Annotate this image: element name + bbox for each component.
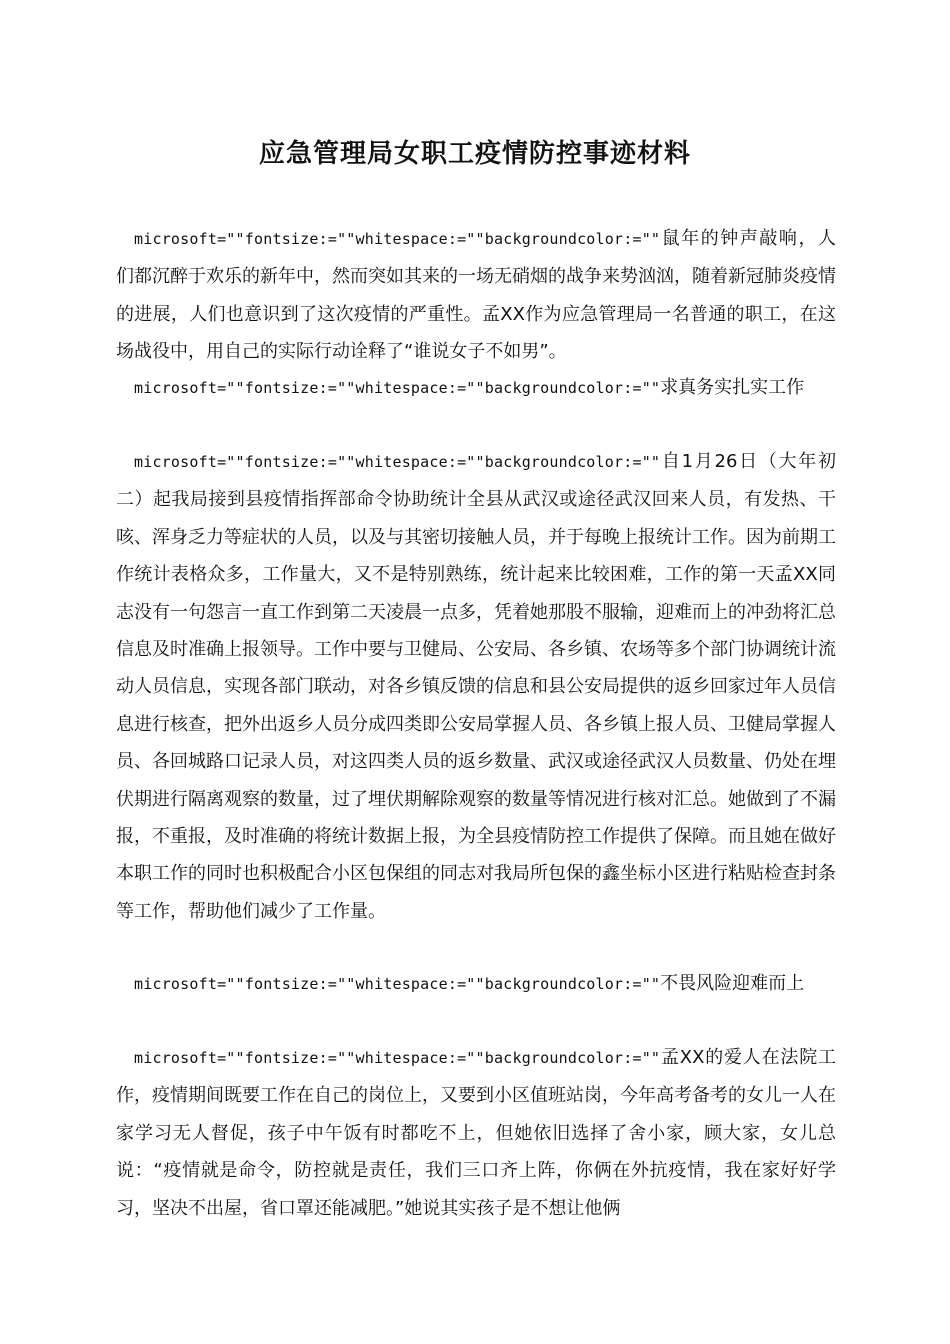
markup-residue-text: microsoft=""fontsize:=""whitespace:=""backgroundcolor:="" <box>134 1049 661 1067</box>
markup-residue-text: microsoft=""fontsize:=""whitespace:=""backgroundcolor:="" <box>134 975 661 993</box>
paragraph-family <box>116 1039 836 1227</box>
markup-residue-text: microsoft=""fontsize:=""whitespace:=""backgroundcolor:="" <box>134 379 661 397</box>
markup-residue-text: microsoft=""fontsize:=""whitespace:=""backgroundcolor:="" <box>134 230 661 248</box>
paragraph-text: 孟XX的爱人在法院工作，疫情期间既要工作在自己的岗位上，又要到小区值班站岗，今年高考备考的女儿一人在家学习无人督促，孩子中午饭有时都吃不上，但她依旧选择了舍小家，顾大家，女儿总说：“疫情就是命令，防控就是责任，我们三口齐上阵，你俩在外抗疫情，我在家好好学习，坚决不出屋，省口罩还能减肥。”她说其实孩子是不想让他俩 <box>116 1047 836 1219</box>
section-heading-text: 不畏风险迎难而上 <box>660 973 805 994</box>
section-heading-work <box>134 369 836 407</box>
markup-residue-text: microsoft=""fontsize:=""whitespace:=""backgroundcolor:="" <box>134 453 661 471</box>
section-heading-text: 求真务实扎实工作 <box>660 377 805 398</box>
paragraph-text: 鼠年的钟声敲响，人们都沉醉于欢乐的新年中，然而突如其来的一场无硝烟的战争来势汹汹，随着新冠肺炎疫情的进展，人们也意识到了这次疫情的严重性。孟XX作为应急管理局一名普通的职工，在这场战役中，用自己的实际行动诠释了“谁说女子不如男”。 <box>116 228 836 363</box>
paragraph-work-details <box>116 443 836 930</box>
paragraph-intro <box>116 220 836 371</box>
section-heading-courage <box>134 965 836 1003</box>
document-title: 应急管理局女职工疫情防控事迹材料 <box>258 139 691 169</box>
paragraph-text: 自1月26日（大年初二）起我局接到县疫情指挥部命令协助统计全县从武汉或途径武汉回来人员，有发热、干咳、浑身乏力等症状的人员，以及与其密切接触人员，并于每晚上报统计工作。因为前期工作统计表格众多，工作量大，又不是特别熟练，统计起来比较困难，工作的第一天孟XX同志没有一句怨言一直工作到第二天凌晨一点多，凭着她那股不服输，迎难而上的冲劲将汇总信息及时准确上报领导。工作中要与卫健局、公安局、各乡镇、农场等多个部门协调统计流动人员信息，实现各部门联动，对各乡镇反馈的信息和县公安局提供的返乡回家过年人员信息进行核查，把外出返乡人员分成四类即公安局掌握人员、各乡镇上报人员、卫健局掌握人员、各回城路口记录人员，对这四类人员的返乡数量、武汉或途径武汉人员数量、仍处在埋伏期进行隔离观察的数量，过了埋伏期解除观察的数量等情况进行核对汇总。她做到了不漏报，不重报，及时准确的将统计数据上报，为全县疫情防控工作提供了保障。而且她在做好本职工作的同时也积极配合小区包保组的同志对我局所包保的鑫坐标小区进行粘贴检查封条等工作，帮助他们减少了工作量。 <box>116 451 836 922</box>
